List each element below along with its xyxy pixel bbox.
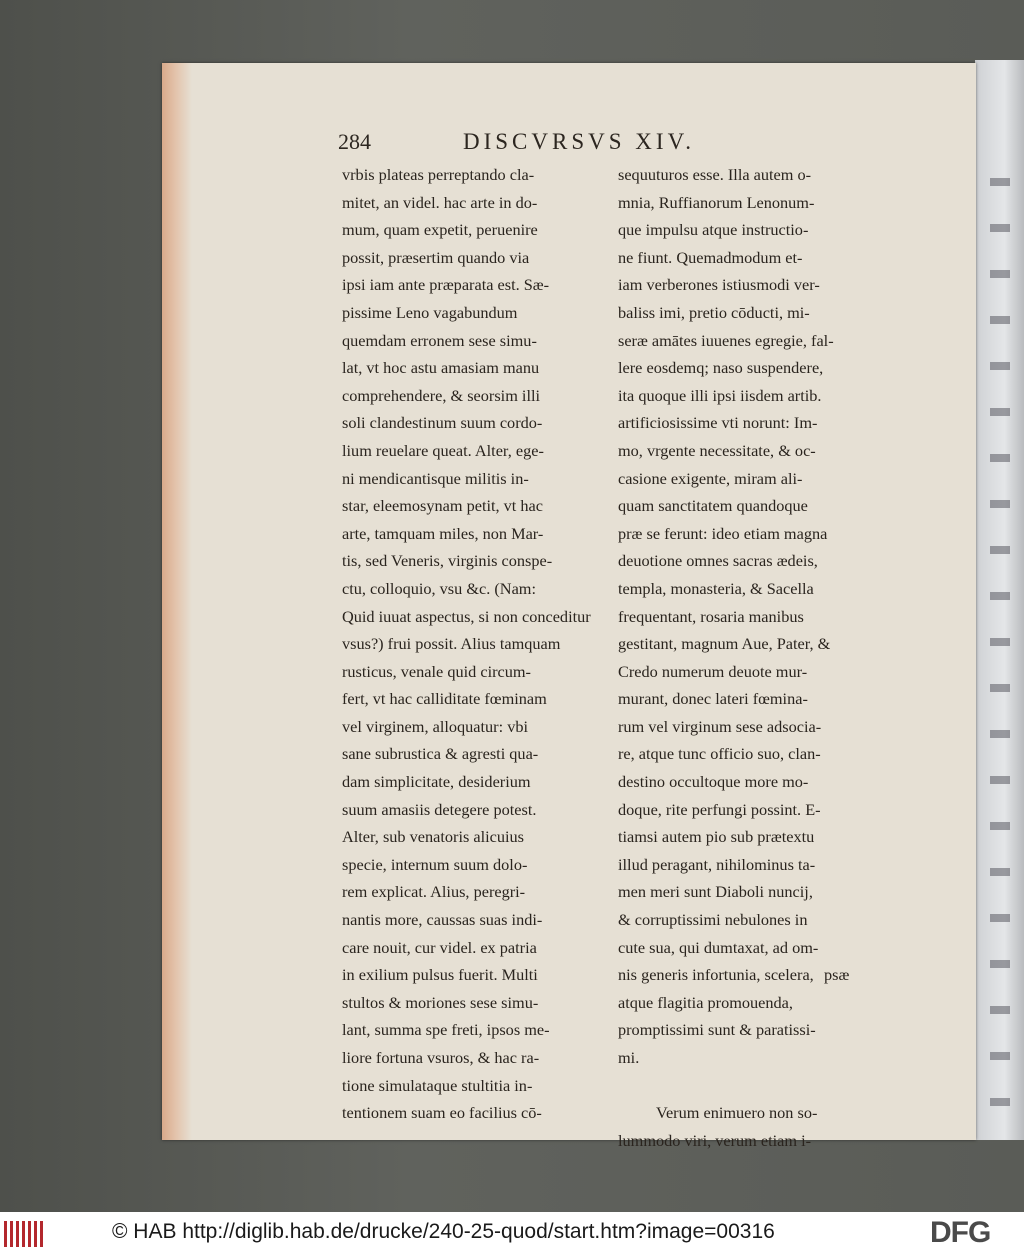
text-line: tiamsi autem pio sub prætextu [618, 827, 815, 847]
text-line: seræ amātes iuuenes egregie, fal- [618, 330, 834, 350]
text-line: frequentant, rosaria manibus [618, 606, 804, 626]
text-line: tione simulataque stultitia in- [342, 1075, 533, 1095]
dfg-logo: DFG [930, 1216, 991, 1249]
copyright-url[interactable]: © HAB http://diglib.hab.de/drucke/240-25-quod/start.htm?image=00316 [112, 1220, 775, 1243]
text-line: re, atque tunc officio suo, clan- [618, 744, 821, 764]
text-line: star, eleemosynam petit, vt hac [342, 496, 543, 516]
text-line: gestitant, magnum Aue, Pater, & [618, 634, 831, 654]
text-line: ita quoque illi ipsi iisdem artib. [618, 385, 822, 405]
text-line: rusticus, venale quid circum- [342, 661, 531, 681]
text-line: mi. [618, 1048, 640, 1067]
text-line: lere eosdemq; naso suspendere, [618, 358, 824, 378]
text-line: tentionem suam eo facilius cō- [342, 1103, 542, 1123]
text-line: mitet, an videl. hac arte in do- [342, 192, 538, 212]
text-line: rum vel virginum sese adsocia- [618, 716, 822, 736]
text-line: vsus?) frui possit. Alius tamquam [342, 634, 561, 654]
text-line [618, 1072, 880, 1100]
running-head: DISCVRSVS XIV. [463, 129, 695, 154]
text-line: ni mendicantisque militis in- [342, 468, 529, 488]
text-line: soli clandestinum suum cordo- [342, 413, 543, 433]
text-line: lat, vt hoc astu amasiam manu [342, 358, 540, 378]
text-line: mnia, Ruffianorum Lenonum- [618, 192, 815, 212]
text-line: baliss imi, pretio cōducti, mi- [618, 302, 810, 322]
text-line: tis, sed Veneris, virginis conspe- [342, 551, 553, 571]
text-line: suum amasiis detegere potest. [342, 799, 537, 819]
text-line: murant, donec lateri fœmina- [618, 689, 808, 709]
text-line: artificiosissime vti norunt: Im- [618, 413, 818, 433]
text-line: quemdam erronem sese simu- [342, 330, 537, 350]
text-line: Credo numerum deuote mur- [618, 661, 808, 681]
text-line: quam sanctitatem quandoque [618, 496, 808, 516]
text-line: in exilium pulsus fuerit. Multi [342, 965, 538, 985]
text-line: vrbis plateas perreptando cla- [342, 165, 535, 184]
text-line: nis generis infortunia, scelera, [618, 965, 814, 985]
text-line: casione exigente, miram ali- [618, 468, 803, 488]
text-line: promptissimi sunt & paratissi- [618, 1020, 816, 1040]
hab-logo-icon [4, 1221, 46, 1247]
text-line: doque, rite perfungi possint. E- [618, 799, 821, 819]
text-line: præ se ferunt: ideo etiam magna [618, 523, 828, 543]
text-line: sane subrustica & agresti qua- [342, 744, 539, 764]
adjacent-page-text-fragments [990, 140, 1010, 1120]
text-line: lant, summa spe freti, ipsos me- [342, 1020, 550, 1040]
text-line: fert, vt hac calliditate fœminam [342, 689, 547, 709]
text-line: Quid iuuat aspectus, si non conceditur [342, 606, 591, 626]
text-line: care nouit, cur videl. ex patria [342, 937, 537, 957]
text-line: deuotione omnes sacras ædeis, [618, 551, 818, 571]
text-line: templa, monasteria, & Sacella [618, 578, 814, 598]
text-line: destino occultoque more mo- [618, 772, 809, 792]
text-line: ctu, colloquio, vsu &c. (Nam: [342, 578, 536, 598]
text-line: men meri sunt Diaboli nuncij, [618, 882, 813, 902]
page-number: 284 [338, 129, 371, 154]
text-line: dam simplicitate, desiderium [342, 772, 531, 792]
text-line: pissime Leno vagabundum [342, 302, 518, 322]
catchword: psæ [824, 965, 850, 984]
text-line: vel virginem, alloquatur: vbi [342, 716, 528, 736]
text-line: que impulsu atque instructio- [618, 220, 809, 240]
page-edge-stain [162, 63, 192, 1140]
text-line: illud peragant, nihilominus ta- [618, 854, 816, 874]
text-line: stultos & moriones sese simu- [342, 992, 539, 1012]
viewer-footer [0, 1212, 1024, 1255]
text-line: ne fiunt. Quemadmodum et- [618, 247, 803, 267]
text-line: Alter, sub venatoris alicuius [342, 827, 525, 847]
text-line: ipsi iam ante præparata est. Sæ- [342, 275, 550, 295]
book-page [162, 63, 976, 1150]
text-line: Verum enimuero non so- [656, 1103, 818, 1123]
text-line: arte, tamquam miles, non Mar- [342, 523, 544, 543]
text-line: mo, vrgente necessitate, & oc- [618, 440, 816, 460]
left-text-column [342, 161, 612, 1127]
text-line: possit, præsertim quando via [342, 247, 530, 267]
text-line: iam verberones istiusmodi ver- [618, 275, 820, 295]
text-line: & corruptissimi nebulones in [618, 910, 808, 930]
text-line: cute sua, qui dumtaxat, ad om- [618, 937, 819, 957]
page-header [338, 129, 758, 159]
text-line: liore fortuna vsuros, & hac ra- [342, 1048, 540, 1067]
text-line: mum, quam expetit, peruenire [342, 220, 538, 240]
text-line: sequuturos esse. Illa autem o- [618, 165, 812, 184]
text-line: lium reuelare queat. Alter, ege- [342, 440, 544, 460]
text-line: rem explicat. Alius, peregri- [342, 882, 526, 902]
right-text-column [618, 161, 880, 1154]
text-line: nantis more, caussas suas indi- [342, 910, 543, 930]
text-line: atque flagitia promouenda, [618, 992, 793, 1012]
text-line: comprehendere, & seorsim illi [342, 385, 541, 405]
text-line: lummodo viri, verum etiam i- [618, 1130, 812, 1150]
text-line: specie, internum suum dolo- [342, 854, 528, 874]
